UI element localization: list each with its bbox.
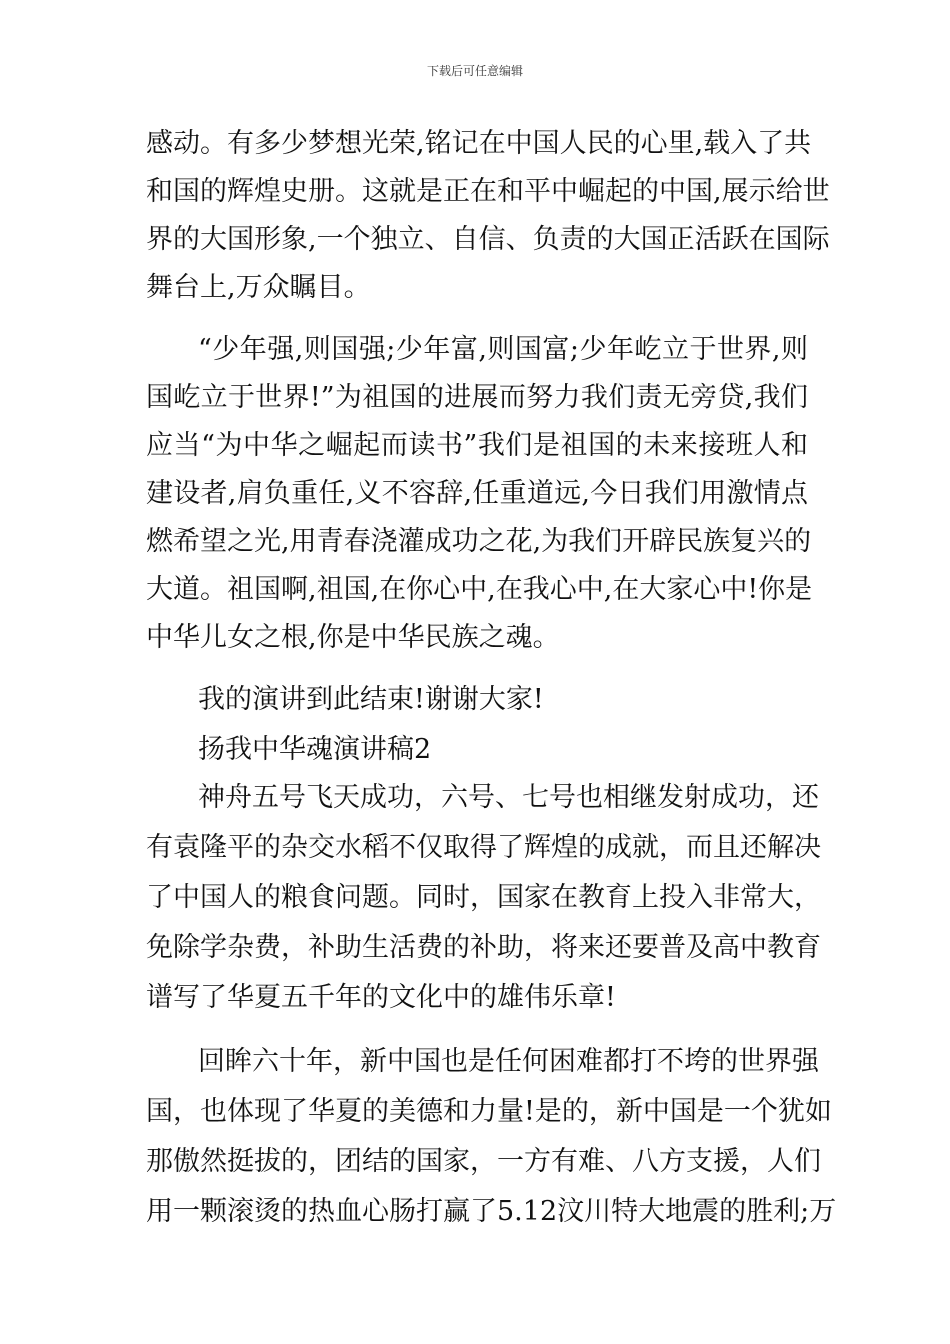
text-line: “少年强,则国强;少年富,则国富;少年屹立于世界,则	[198, 334, 808, 365]
text-line: 界的大国形象,一个独立、自信、负责的大国正活跃在国际	[146, 224, 830, 255]
text-line: 大道。祖国啊,祖国,在你心中,在我心中,在大家心中!你是	[146, 574, 813, 605]
text-line: 我的演讲到此结束!谢谢大家!	[198, 684, 544, 715]
section-title: 扬我中华魂演讲稿2	[198, 734, 432, 765]
text-line: 那傲然挺拔的，团结的国家，一方有难、八方支援，人们	[146, 1146, 821, 1177]
text-line: 建设者,肩负重任,义不容辞,任重道远,今日我们用激情点	[146, 478, 808, 509]
text-line: 回眸六十年，新中国也是任何困难都打不垮的世界强	[198, 1046, 819, 1077]
text-line: 国，也体现了华夏的美德和力量!是的，新中国是一个犹如	[146, 1096, 832, 1127]
text-line: 有袁隆平的杂交水稻不仅取得了辉煌的成就，而且还解决	[146, 832, 821, 863]
text-line: 舞台上,万众瞩目。	[146, 272, 371, 303]
text-line: 应当“为中华之崛起而读书”我们是祖国的未来接班人和	[146, 430, 808, 461]
text-line: 和国的辉煌史册。这就是正在和平中崛起的中国,展示给世	[146, 176, 830, 207]
text-line: 感动。有多少梦想光荣,铭记在中国人民的心里,载入了共	[146, 128, 812, 159]
text-line: 燃希望之光,用青春浇灌成功之花,为我们开辟民族复兴的	[146, 526, 812, 557]
text-line: 中华儿女之根,你是中华民族之魂。	[146, 622, 560, 653]
text-line: 用一颗滚烫的热血心肠打赢了5.12汶川特大地震的胜利;万	[146, 1196, 837, 1227]
text-line: 国屹立于世界!”为祖国的进展而努力我们责无旁贷,我们	[146, 382, 808, 413]
page-header-note: 下载后可任意编辑	[426, 64, 523, 78]
text-line: 神舟五号飞天成功，六号、七号也相继发射成功，还	[198, 782, 819, 813]
text-line: 谱写了华夏五千年的文化中的雄伟乐章!	[146, 982, 616, 1013]
text-line: 免除学杂费，补助生活费的补助，将来还要普及高中教育	[146, 932, 821, 963]
text-line: 了中国人的粮食问题。同时，国家在教育上投入非常大，	[146, 882, 821, 913]
